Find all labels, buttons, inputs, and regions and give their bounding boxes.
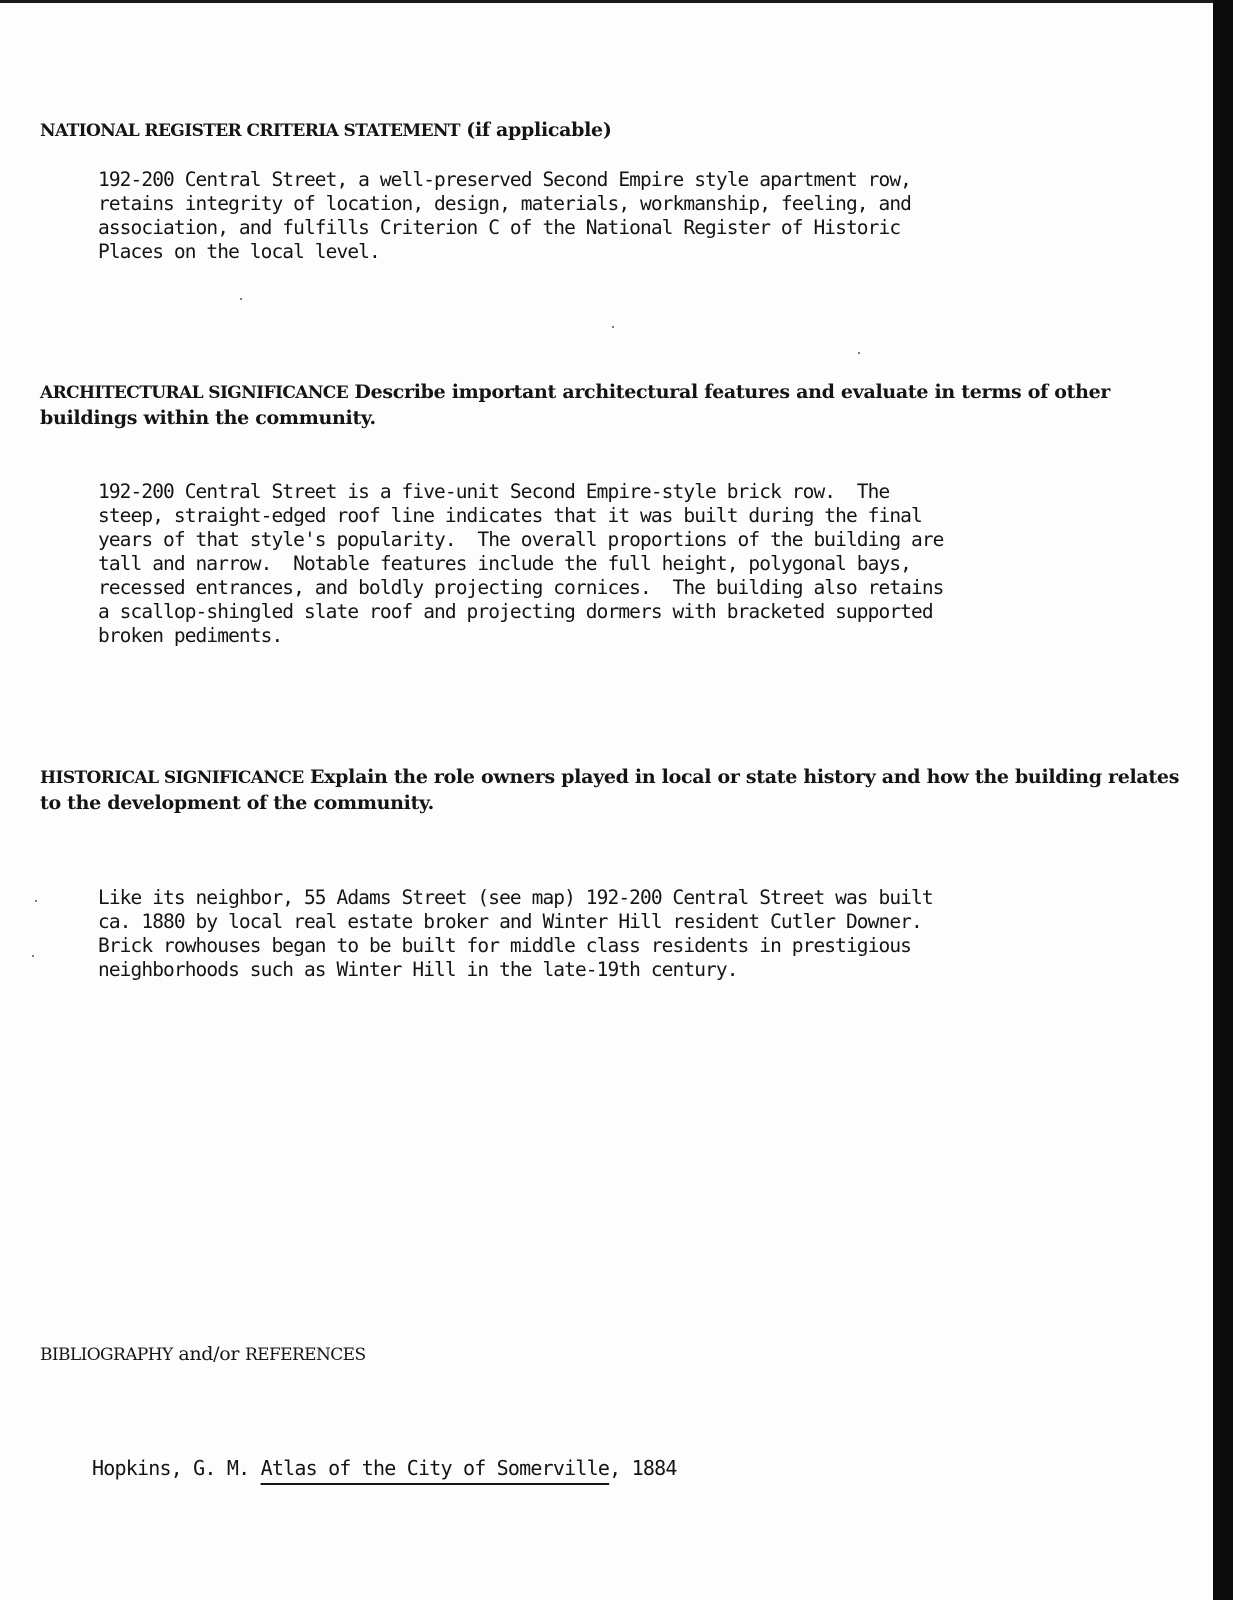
- criteria-line: association, and fulfills Criterion C of the National Register of Historic: [98, 216, 901, 239]
- historical-line: neighborhoods such as Winter Hill in the late-19th century.: [98, 958, 738, 981]
- bibliography-heading-caps: BIBLIOGRAPHY: [40, 1345, 173, 1365]
- scan-speck: [858, 352, 860, 354]
- historical-line: ca. 1880 by local real estate broker and Winter Hill resident Cutler Downer.: [98, 910, 922, 933]
- architectural-heading-rest: Describe important architectural features and evaluate in terms of other buildings within the community.: [40, 381, 1111, 429]
- scan-speck: [240, 298, 242, 300]
- scan-speck: [612, 326, 614, 328]
- architectural-line: broken pediments.: [98, 624, 283, 647]
- architectural-line: steep, straight-edged roof line indicates that it was built during the final: [98, 504, 922, 527]
- scan-speck: [32, 955, 34, 957]
- criteria-heading-caps: NATIONAL REGISTER CRITERIA STATEMENT: [40, 121, 460, 141]
- criteria-heading-rest: (if applicable): [459, 119, 612, 141]
- historical-heading-rest: Explain the role owners played in local or state history and how the building relates to the development of the community.: [40, 766, 1180, 814]
- historical-paragraph: [98, 886, 1058, 982]
- reference-year: , 1884: [609, 1456, 677, 1480]
- criteria-line: Places on the local level.: [98, 240, 380, 263]
- scan-speck: [35, 900, 37, 902]
- architectural-line: recessed entrances, and boldly projecting cornices. The building also retains: [98, 576, 944, 599]
- bibliography-heading: [40, 1342, 1190, 1368]
- architectural-heading: [40, 380, 1190, 431]
- architectural-line: years of that style's popularity. The overall proportions of the building are: [98, 528, 944, 551]
- architectural-line: a scallop-shingled slate roof and projecting dormers with bracketed supported: [98, 600, 933, 623]
- architectural-paragraph: [98, 480, 1058, 648]
- historical-heading: [40, 765, 1190, 816]
- bibliography-heading-mid: and/or: [172, 1343, 245, 1365]
- architectural-line: 192-200 Central Street is a five-unit Second Empire-style brick row. The: [98, 480, 890, 503]
- scan-top-edge: [0, 0, 1233, 3]
- historical-line: Like its neighbor, 55 Adams Street (see map) 192-200 Central Street was built: [98, 886, 933, 909]
- historical-line: Brick rowhouses began to be built for middle class residents in prestigious: [98, 934, 911, 957]
- historical-heading-caps: HISTORICAL SIGNIFICANCE: [40, 768, 304, 788]
- architectural-line: tall and narrow. Notable features include the full height, polygonal bays,: [98, 552, 911, 575]
- reference-author: Hopkins, G. M.: [92, 1456, 261, 1480]
- criteria-paragraph: [98, 168, 1058, 264]
- criteria-heading: [40, 118, 1190, 144]
- bibliography-heading-caps-2: REFERENCES: [244, 1345, 366, 1365]
- bibliography-reference: [92, 1456, 677, 1480]
- architectural-heading-caps: ARCHITECTURAL SIGNIFICANCE: [40, 383, 349, 403]
- criteria-line: 192-200 Central Street, a well-preserved Second Empire style apartment row,: [98, 168, 911, 191]
- reference-title: Atlas of the City of Somerville: [260, 1456, 610, 1480]
- criteria-line: retains integrity of location, design, materials, workmanship, feeling, and: [98, 192, 911, 215]
- scan-right-edge: [1213, 0, 1233, 1600]
